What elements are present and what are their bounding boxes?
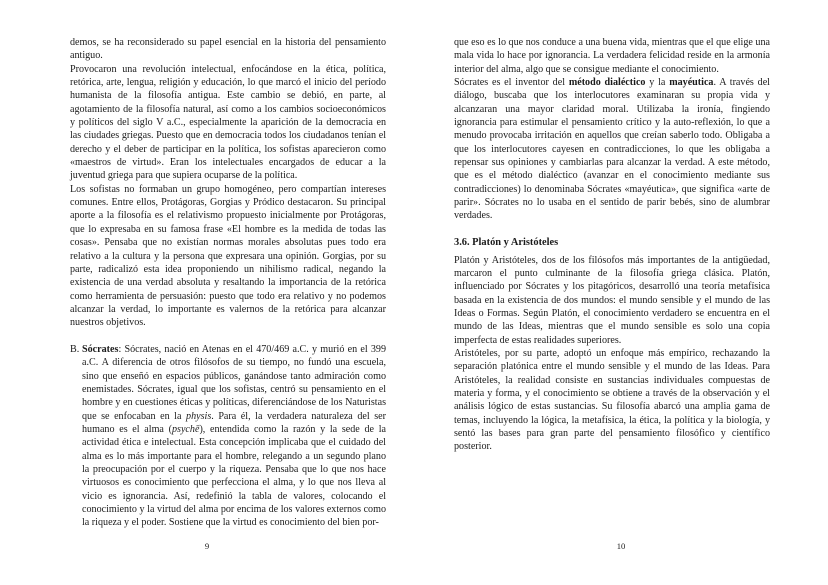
- paragraph-aristoteles: Aristóteles, por su parte, adoptó un enfoque más empírico, rechazando la separación platónica entre el mundo sensible y el mundo de las Ideas. Para Aristóteles, la realidad consiste en sustancias individuales compuestas de materia y forma, y el conocimiento se obtiene a través de la observación y el análisis lógico de estas sustancias. Su filosofía abarcó una amplia gama de temas, incluyendo la lógica, la metafísica, la ética, la política y la biología, y sentó las bases para gran parte del pensamiento filosófico y científico posterior.: [454, 347, 770, 453]
- list-item-lead-term: Sócrates: [82, 343, 119, 355]
- list-item-marker: B.: [70, 343, 80, 355]
- paragraph-metodo-dialectico: [454, 76, 770, 223]
- page-right: [414, 0, 828, 585]
- paragraph-buena-vida-continuation: que eso es lo que nos conduce a una buena vida, mientras que el que elige una mala vida lo hace por ignorancia. La verdadera felicidad reside en la armonía interior del alma, algo que se consigue mediante el conocimiento.: [454, 37, 770, 75]
- page-number-left: 9: [204, 541, 210, 551]
- list-item-socrates: [70, 343, 386, 530]
- socrates-seg-2: . Para él, la verdadera naturaleza del ser humano es el alma (: [82, 410, 386, 435]
- dialectico-seg-0: Sócrates es el inventor del: [454, 77, 569, 89]
- list-item-socrates-body: [82, 343, 386, 530]
- left-text-column: [70, 36, 386, 530]
- socrates-italic-physis: physis: [186, 410, 212, 422]
- socrates-seg-0: Sócrates, nació en Atenas en el 470/469 a.C. y murió en el 399 a.C. A diferencia de otros filósofos de su tiempo, no fundó una escuela, sino que enseñó en espacios públicos, ganándose tanto admiración como enemistades. Sócrates, igual que los sofistas, centró su pensamiento en el hombre y en cuestiones éticas y políticas, diferenciándose de los Naturistas que se enfocaban en la: [82, 343, 386, 422]
- dialectico-seg-2: y la: [645, 77, 670, 89]
- paragraph-platon: Platón y Aristóteles, dos de los filósofos más importantes de la antigüedad, marcaron el punto culminante de la filosofía griega clásica. Platón, influenciado por Sócrates y los pitagóricos, desarrolló una teoría metafísica basada en la existencia de dos mundos: el mundo sensible y el mundo de las Ideas o Formas. Según Platón, el conocimiento verdadero se encuentra en el mundo de las Ideas, mientras que el mundo sensible es solo una copia imperfecta de estas realidades superiores.: [454, 254, 770, 346]
- paragraph-sofistas-grupo: Los sofistas no formaban un grupo homogéneo, pero compartían intereses comunes. Entre ellos, Protágoras, Gorgias y Pródico destacaron. Su principal aporte a la filosofía es el relativismo propuesto inicialmente por Protágoras, que lo expresaba en su famosa frase «El hombre es la medida de todas las cosas». Pensaba que no existían normas morales absolutas pues todo era relativo a la cultura y la persona que expresara una opinión. Gorgias, por su parte, radicalizó esta idea proponiendo un nihilismo radical, negando la existencia de una verdad absoluta y resaltando la importancia de la retórica como herramienta de persuasión: puesto que todo era relativo y no podemos alcanzar la verdad, lo importante es valernos de la retórica para alcanzar nuestros objetivos.: [70, 183, 386, 329]
- right-text-column: [454, 36, 770, 454]
- page-number-right: 10: [616, 541, 626, 551]
- socrates-seg-4: ), entendida como la razón y la sede de la actividad ética e intelectual. Esta concepción implicaba que el cuidado del alma es lo más importante para el hombre, relegando a un segundo plano la preocupación por el cuerpo y la riqueza. Pensaba que lo que nos hace virtuosos es conocimiento que perfecciona el alma, y lo que nos lleva al vicio es ignorancia. Así, redefinió la tabla de valores, colocando el conocimiento y la virtud del alma por encima de los valores externos como la riqueza y el poder. Sostiene que la virtud es conocimiento del bien por-: [82, 423, 386, 529]
- term-metodo-dialectico: método dialéctico: [568, 77, 646, 89]
- socrates-italic-psyche: psychē: [171, 423, 200, 435]
- list-item-lead-suffix: :: [118, 343, 122, 355]
- section-heading-platon-aristoteles: 3.6. Platón y Aristóteles: [454, 237, 559, 249]
- dialectico-seg-4: . A través del diálogo, buscaba que los interlocutores examinaran su propia vida y alcanzaran una mayor claridad moral. Utilizaba la ironía, fingiendo ignorancia para estimular el pensamiento crítico y la auto-reflexión, lo que a menudo provocaba irritación en aquellos que creían saberlo todo. Obligaba a que los interlocutores cayesen en contradicciones, lo que les obligaba a repensar sus opiniones y cambiarlas para alcanzar la verdad. A este método, que es el método dialéctico (avanzar en el conocimiento mediante sus contradicciones) lo denominaba Sócrates «mayéutica», que significa «arte de parir». Sócrates no lo usaba en el sentido de parir bebés, sino de alumbrar verdades.: [454, 77, 770, 222]
- paragraph-revolucion-intelectual: Provocaron una revolución intelectual, enfocándose en la ética, política, retórica, arte, lengua, religión y educación, lo que marcó el inicio del período humanista de la filosofía antigua. Este cambio se debió, en parte, al agotamiento de la filosofía natural, así como a los cambios socioeconómicos y políticos del siglo V a.C., especialmente la aparición de la democracia en las ciudades griegas. Puesto que en democracia todos los ciudadanos tenían el derecho y el deber de participar en la política, los sofistas aparecieron como «maestros de virtud». Eran los intelectuales encargados de educar a la juventud griega para que supiera ocuparse de la política.: [70, 63, 386, 182]
- term-mayeutica: mayéutica: [669, 77, 714, 89]
- paragraph-demos-continuation: demos, se ha reconsiderado su papel esencial en la historia del pensamiento antiguo.: [70, 37, 386, 62]
